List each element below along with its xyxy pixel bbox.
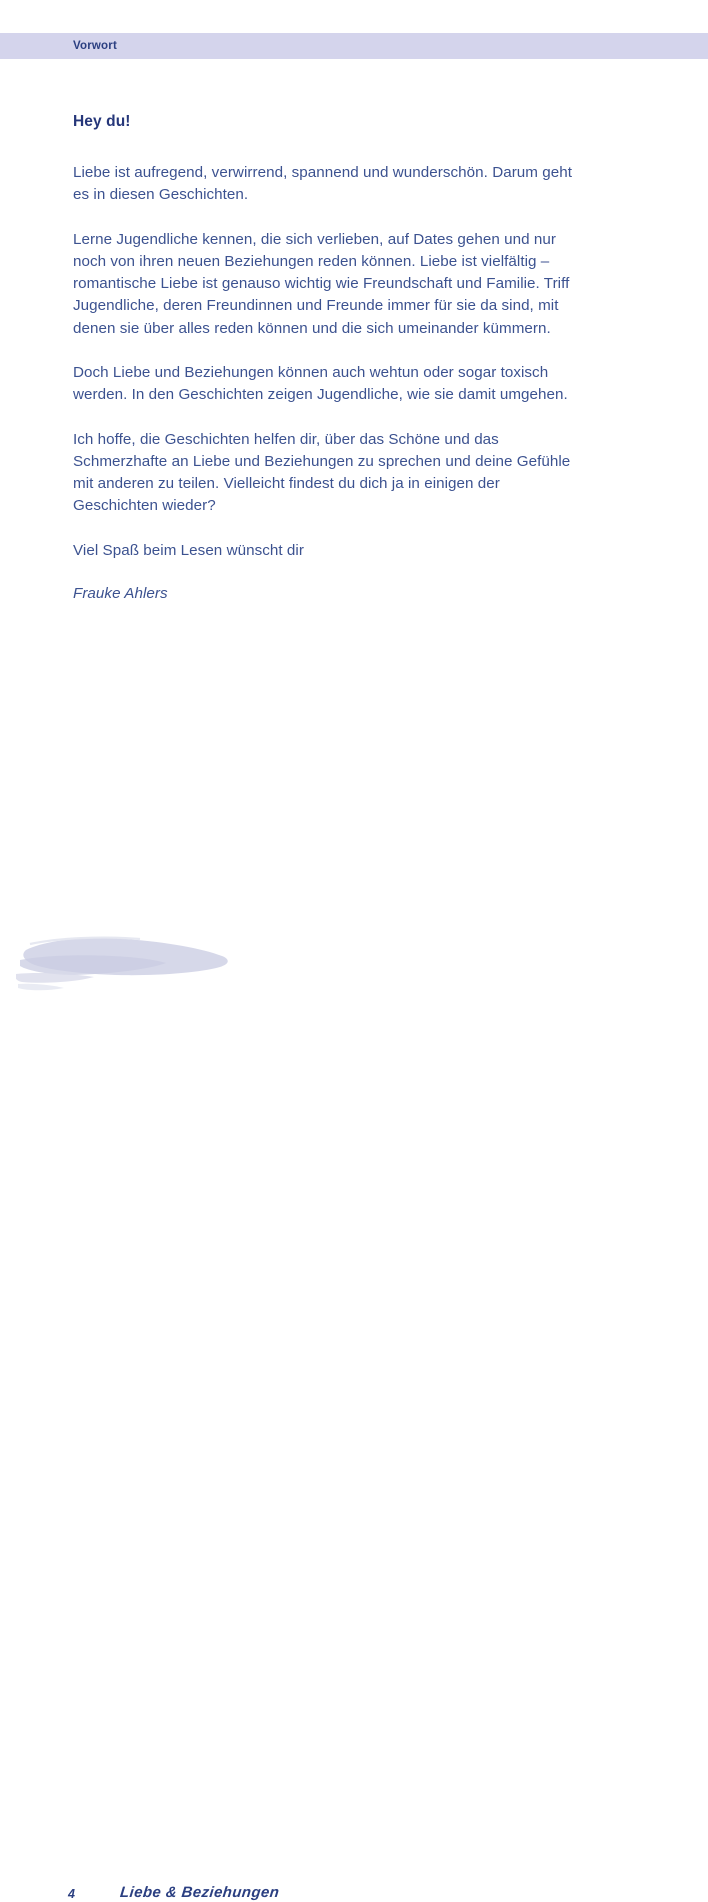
paragraph-hope: Ich hoffe, die Geschichten helfen dir, über das Schöne und das Schmerzhafte an Liebe und Beziehungen zu sprechen und deine Gefühle mit anderen zu teilen. Vielleicht findest du dich ja in einigen der Geschichten wieder?	[73, 430, 571, 515]
running-header-bar	[0, 33, 708, 59]
paragraph-intro: Liebe ist aufregend, verwirrend, spannend und wunderschön. Darum geht es in diesen Geschichten.	[73, 163, 573, 204]
paragraph-meet-teens: Lerne Jugendliche kennen, die sich verlieben, auf Dates gehen und nur noch von ihren neuen Beziehungen reden können. Liebe ist vielfältig – romantische Liebe ist genauso wichtig wie Freundschaft und Familie. Triff Jugendliche, deren Freundinnen und Freunde immer für sie da sind, mit denen sie über alles reden können und die sich umeinander kümmern.	[73, 230, 570, 337]
closing-line: Viel Spaß beim Lesen wünscht dir	[73, 541, 304, 559]
page-number: 4	[68, 1887, 75, 1901]
salutation-heading: Hey du!	[73, 113, 131, 130]
book-title: Liebe & Beziehungen	[119, 1884, 281, 1901]
section-title: Vorwort	[73, 40, 117, 52]
paragraph-toxic: Doch Liebe und Beziehungen können auch wehtun oder sogar toxisch werden. In den Geschichten zeigen Jugendliche, wie sie damit umgehen.	[73, 364, 568, 404]
brush-stroke-decoration	[16, 930, 266, 996]
author-signature: Frauke Ahlers	[73, 585, 168, 603]
page-footer	[0, 930, 708, 1901]
body-text-column	[73, 112, 573, 605]
